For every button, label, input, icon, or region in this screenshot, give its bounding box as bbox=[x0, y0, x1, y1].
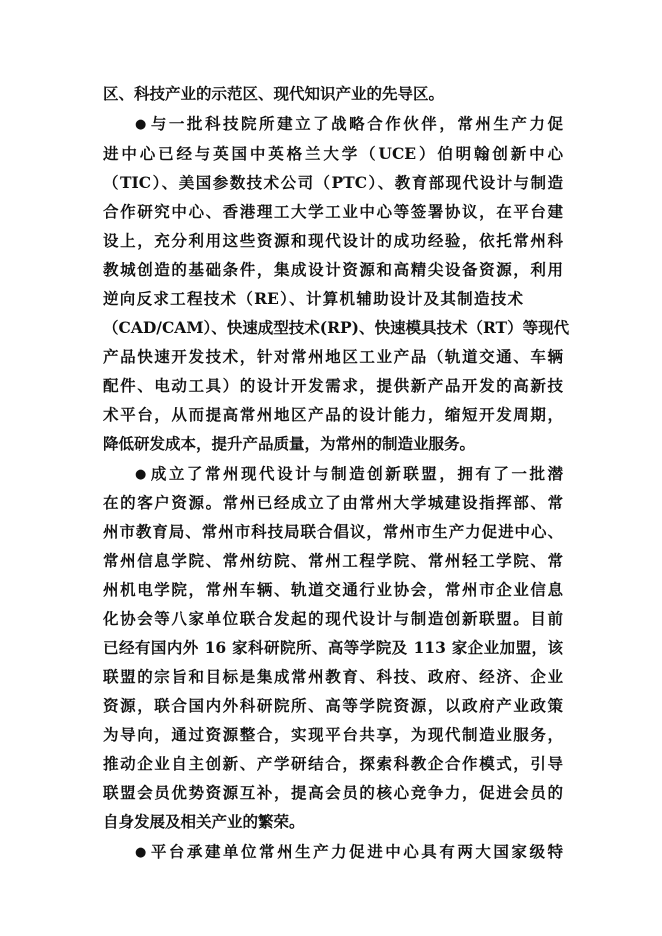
bullet-icon: ● bbox=[135, 845, 147, 860]
text-line: 州市教育局、常州市科技局联合倡议，常州市生产力促进中心、 bbox=[103, 522, 563, 541]
text-line: 配件、电动工具）的设计开发需求，提供新产品开发的高新技 bbox=[103, 376, 563, 395]
text-line: 区、科技产业的示范区、现代知识产业的先导区。 bbox=[103, 84, 445, 103]
text-line: 资源，联合国内外科研院所、高等学院资源，以政府产业政策 bbox=[103, 696, 563, 715]
text-line: 逆向反求工程技术（RE）、计算机辅助设计及其制造技术 bbox=[103, 289, 523, 308]
text-line: 为导向，通过资源整合，实现平台共享，为现代制造业服务， bbox=[103, 725, 563, 744]
text-line: 产品快速开发技术，针对常州地区工业产品（轨道交通、车辆 bbox=[103, 347, 563, 366]
text-line: 化协会等八家单位联合发起的现代设计与制造创新联盟。目前 bbox=[103, 609, 563, 628]
text-line: ● 平台承建单位常州生产力促进中心具有两大国家级特 bbox=[135, 838, 563, 866]
text-line: 合作研究中心、香港理工大学工业中心等签署协议，在平台建 bbox=[103, 202, 563, 221]
bullet-icon: ● bbox=[135, 117, 147, 132]
text-line: 设上，充分利用这些资源和现代设计的成功经验，依托常州科 bbox=[103, 231, 563, 250]
text-line: 教城创造的基础条件，集成设计资源和高精尖设备资源，利用 bbox=[103, 260, 563, 279]
text-line: 联盟会员优势资源互补，提高会员的核心竞争力，促进会员的 bbox=[103, 783, 563, 802]
text-line: ● 成立了常州现代设计与制造创新联盟，拥有了一批潜 bbox=[135, 460, 563, 488]
text-line: 州机电学院，常州车辆、轨道交通行业协会，常州市企业信息 bbox=[103, 580, 563, 599]
text-line: 在的客户资源。常州已经成立了由常州大学城建设指挥部、常 bbox=[103, 493, 563, 512]
bullet-icon: ● bbox=[135, 467, 147, 482]
text-line: （CAD/CAM）、快速成型技术(RP)、快速模具技术（RT）等现代 bbox=[103, 318, 570, 337]
text-line: 术平台，从而提高常州地区产品的设计能力，缩短开发周期， bbox=[103, 405, 563, 424]
text-line: 常州信息学院、常州纺院、常州工程学院、常州轻工学院、常 bbox=[103, 551, 563, 570]
text-line: 降低研发成本，提升产品质量，为常州的制造业服务。 bbox=[103, 434, 476, 453]
text-line: ● 与一批科技院所建立了战略合作伙伴，常州生产力促 bbox=[135, 110, 563, 138]
text-line: 自身发展及相关产业的繁荣。 bbox=[103, 812, 305, 831]
text-line: 推动企业自主创新、产学研结合，探索科教企合作模式，引导 bbox=[103, 754, 563, 773]
text-line: 进中心已经与英国中英格兰大学（UCE）伯明翰创新中心 bbox=[103, 144, 563, 163]
text-line: 已经有国内外 16 家科研院所、高等学院及 113 家企业加盟，该 bbox=[103, 638, 563, 657]
text-line: （TIC）、美国参数技术公司（PTC）、教育部现代设计与制造 bbox=[103, 173, 563, 192]
text-line: 联盟的宗旨和目标是集成常州教育、科技、政府、经济、企业 bbox=[103, 667, 563, 686]
